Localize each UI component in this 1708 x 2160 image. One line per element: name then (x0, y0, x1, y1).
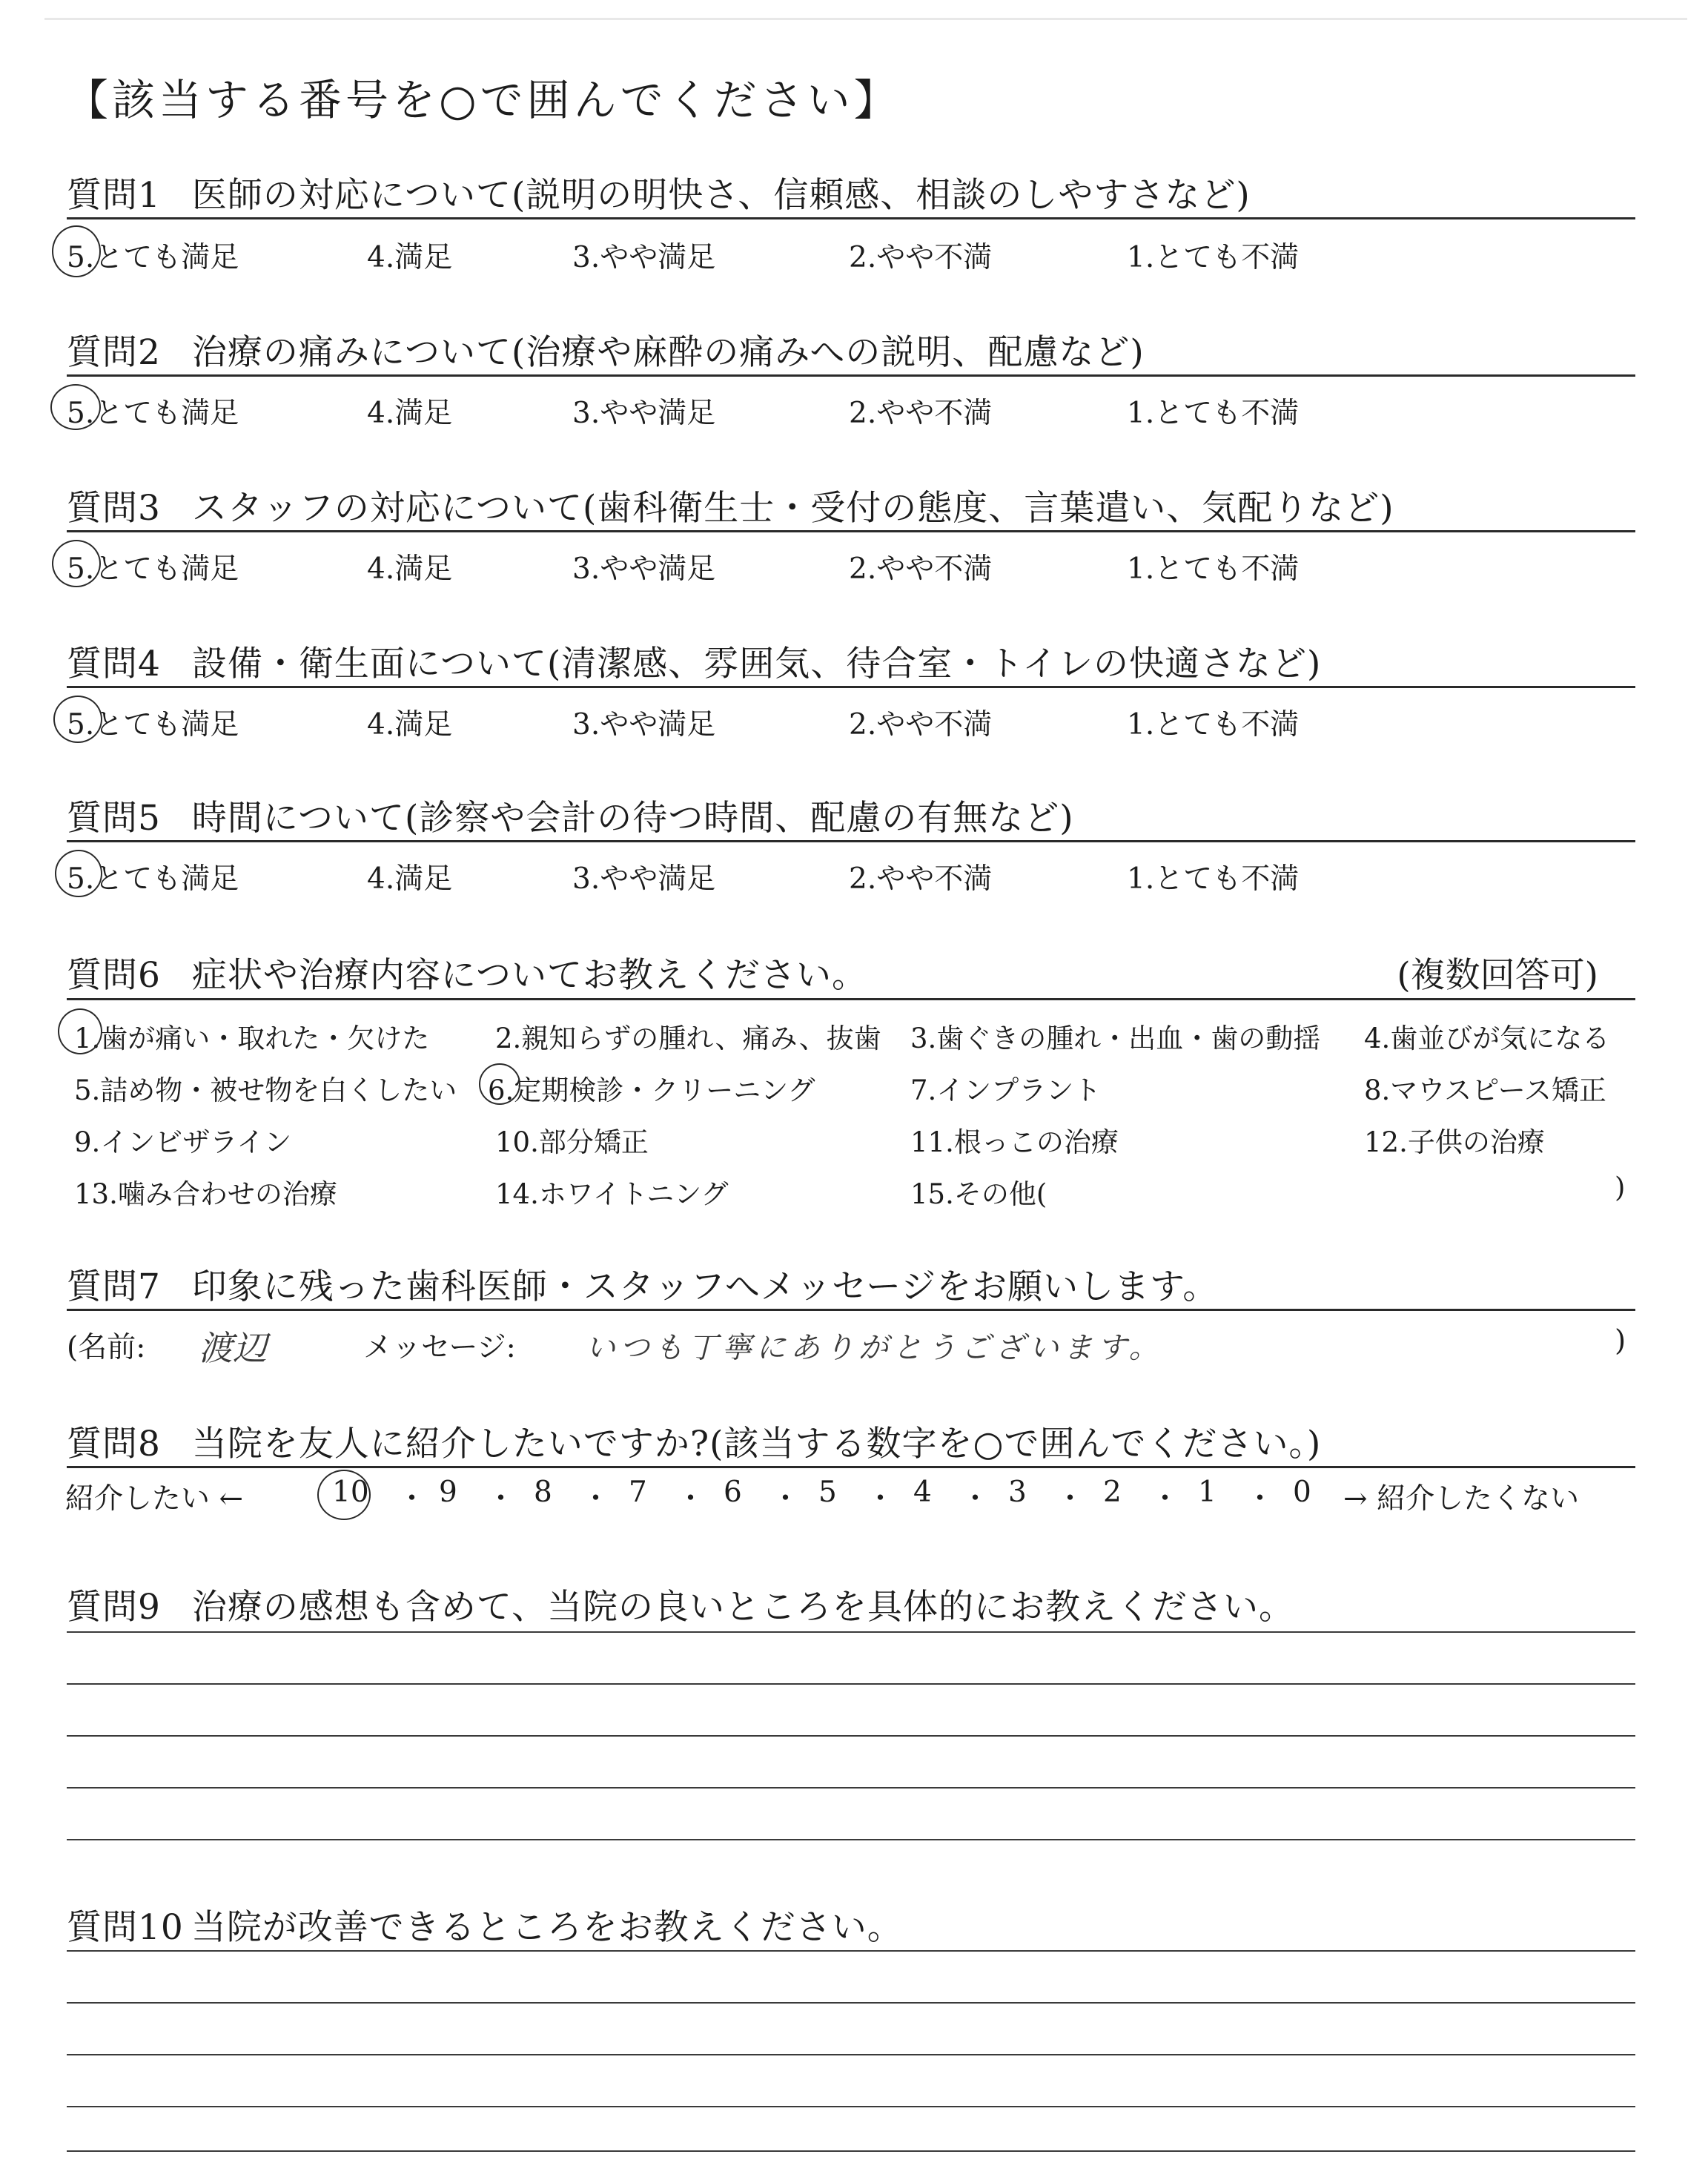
symptom-option[interactable]: 14.ホワイトニング (495, 1178, 729, 1210)
option-3[interactable]: 3.やや満足 (572, 708, 716, 742)
symptom-option[interactable]: 11.根っこの治療 (910, 1126, 1119, 1158)
option-5[interactable]: 5.とても満足 (67, 708, 239, 742)
question-8-rule (67, 1466, 1635, 1468)
option-1[interactable]: 1.とても不満 (1127, 708, 1300, 742)
symptom-option[interactable]: 2.親知らずの腫れ、痛み、抜歯 (495, 1023, 881, 1054)
question-7-rule (67, 1309, 1635, 1311)
answer-line[interactable] (67, 1631, 1635, 1633)
selection-circle (55, 850, 102, 897)
symptom-option[interactable]: 7.インプラント (910, 1074, 1102, 1106)
answer-line[interactable] (67, 1950, 1635, 1952)
question-title: 質問6 症状や治療内容についてお教えください。 (67, 955, 867, 996)
symptom-option[interactable]: 13.噛み合わせの治療 (74, 1178, 337, 1210)
symptom-option[interactable]: 8.マウスピース矯正 (1364, 1074, 1606, 1106)
question-1-rule (67, 217, 1635, 219)
scale-2[interactable]: 2 (1103, 1476, 1122, 1509)
option-3[interactable]: 3.やや満足 (572, 552, 716, 586)
symptom-option[interactable]: 1.歯が痛い・取れた・欠けた (74, 1023, 430, 1054)
question-title: 質問10 当院が改善できるところをお教えください。 (67, 1907, 903, 1948)
answer-line[interactable] (67, 2150, 1635, 2152)
question-4-rule (67, 686, 1635, 688)
name-handwritten[interactable]: 渡辺 (199, 1328, 267, 1368)
selection-circle (50, 384, 101, 430)
scale-7[interactable]: 7 (629, 1476, 647, 1509)
selection-circle (52, 540, 101, 587)
option-5[interactable]: 5.とても満足 (67, 862, 239, 896)
name-label: (名前: (67, 1331, 146, 1364)
symptom-option-other[interactable]: 15.その他( (910, 1178, 1047, 1210)
scale-0[interactable]: 0 (1293, 1476, 1311, 1509)
question-3-rule (67, 530, 1635, 532)
scale-8[interactable]: 8 (534, 1476, 552, 1509)
option-4[interactable]: 4.満足 (367, 862, 453, 896)
answer-line[interactable] (67, 2002, 1635, 2004)
option-5[interactable]: 5.とても満足 (67, 397, 239, 430)
option-4[interactable]: 4.満足 (367, 552, 453, 586)
message-label: メッセージ: (363, 1331, 516, 1364)
symptom-option[interactable]: 5.詰め物・被せ物を白くしたい (74, 1074, 457, 1106)
symptom-option[interactable]: 10.部分矯正 (495, 1126, 649, 1158)
option-2[interactable]: 2.やや不満 (849, 552, 993, 586)
scale-separator: ・ (771, 1482, 801, 1516)
scale-3[interactable]: 3 (1008, 1476, 1027, 1509)
scale-10[interactable]: 10 (332, 1476, 369, 1509)
option-5[interactable]: 5.とても満足 (67, 241, 239, 274)
option-1[interactable]: 1.とても不満 (1127, 397, 1300, 430)
symptom-option[interactable]: 3.歯ぐきの腫れ・出血・歯の動揺 (910, 1023, 1321, 1054)
selection-circle (479, 1063, 520, 1105)
option-2[interactable]: 2.やや不満 (849, 241, 993, 274)
answer-line[interactable] (67, 2054, 1635, 2055)
question-title: 質問5 時間について(診察や会計の待つ時間、配慮の有無など) (67, 798, 1074, 839)
scale-separator: ・ (486, 1482, 516, 1516)
option-4[interactable]: 4.満足 (367, 708, 453, 742)
option-2[interactable]: 2.やや不満 (849, 708, 993, 742)
scale-9[interactable]: 9 (439, 1476, 457, 1509)
top-edge-line (44, 18, 1687, 20)
question-2-rule (67, 374, 1635, 377)
option-1[interactable]: 1.とても不満 (1127, 862, 1300, 896)
option-2[interactable]: 2.やや不満 (849, 862, 993, 896)
symptom-option[interactable]: 6.定期検診・クリーニング (488, 1074, 815, 1106)
option-2[interactable]: 2.やや不満 (849, 397, 993, 430)
scale-separator: ・ (866, 1482, 896, 1516)
question-5-rule (67, 840, 1635, 842)
option-4[interactable]: 4.満足 (367, 397, 453, 430)
answer-line[interactable] (67, 1787, 1635, 1789)
other-close-paren: ) (1615, 1172, 1626, 1203)
symptom-option[interactable]: 4.歯並びが気になる (1364, 1023, 1610, 1054)
message-close-paren: ) (1615, 1324, 1626, 1358)
question-title: 質問8 当院を友人に紹介したいですか?(該当する数字を○で囲んでください。) (67, 1424, 1322, 1464)
option-3[interactable]: 3.やや満足 (572, 397, 716, 430)
option-5[interactable]: 5.とても満足 (67, 552, 239, 586)
question-title: 質問7 印象に残った歯科医師・スタッフへメッセージをお願いします。 (67, 1266, 1219, 1307)
page-heading: 【該当する番号を○で囲んでください】 (65, 75, 901, 125)
option-4[interactable]: 4.満足 (367, 241, 453, 274)
selection-circle (52, 225, 101, 277)
scale-separator: ・ (397, 1482, 427, 1516)
scale-1[interactable]: 1 (1198, 1476, 1217, 1509)
selection-circle (58, 1008, 102, 1054)
multiple-answers-note: (複数回答可) (1397, 955, 1598, 996)
answer-line[interactable] (67, 2106, 1635, 2107)
scale-left-label: 紹介したい ← (65, 1482, 244, 1516)
scale-separator: ・ (1151, 1482, 1180, 1516)
selection-circle (317, 1470, 371, 1520)
scale-right-label: → 紹介したくない (1343, 1482, 1580, 1516)
scale-separator: ・ (961, 1482, 990, 1516)
message-handwritten[interactable]: いつも丁寧にありがとうございます。 (586, 1331, 1163, 1365)
scale-separator: ・ (581, 1482, 611, 1516)
question-title: 質問4 設備・衛生面について(清潔感、雰囲気、待合室・トイレの快適さなど) (67, 644, 1322, 684)
question-title: 質問3 スタッフの対応について(歯科衛生士・受付の態度、言葉遣い、気配りなど) (67, 488, 1394, 529)
symptom-option[interactable]: 9.インビザライン (74, 1126, 292, 1158)
question-title: 質問1 医師の対応について(説明の明快さ、信頼感、相談のしやすさなど) (67, 175, 1251, 216)
question-title: 質問2 治療の痛みについて(治療や麻酔の痛みへの説明、配慮など) (67, 332, 1145, 373)
option-1[interactable]: 1.とても不満 (1127, 241, 1300, 274)
answer-line[interactable] (67, 1735, 1635, 1737)
scale-6[interactable]: 6 (724, 1476, 742, 1509)
question-6-rule (67, 998, 1635, 1000)
scale-separator: ・ (1245, 1482, 1275, 1516)
scale-5[interactable]: 5 (818, 1476, 837, 1509)
option-3[interactable]: 3.やや満足 (572, 241, 716, 274)
scale-4[interactable]: 4 (913, 1476, 932, 1509)
answer-line[interactable] (67, 1683, 1635, 1685)
question-title: 質問9 治療の感想も含めて、当院の良いところを具体的にお教えください。 (67, 1587, 1294, 1628)
symptom-option[interactable]: 12.子供の治療 (1364, 1126, 1545, 1158)
selection-circle (53, 696, 102, 743)
scale-separator: ・ (1056, 1482, 1085, 1516)
scale-separator: ・ (676, 1482, 706, 1516)
option-1[interactable]: 1.とても不満 (1127, 552, 1300, 586)
answer-line[interactable] (67, 1839, 1635, 1840)
option-3[interactable]: 3.やや満足 (572, 862, 716, 896)
